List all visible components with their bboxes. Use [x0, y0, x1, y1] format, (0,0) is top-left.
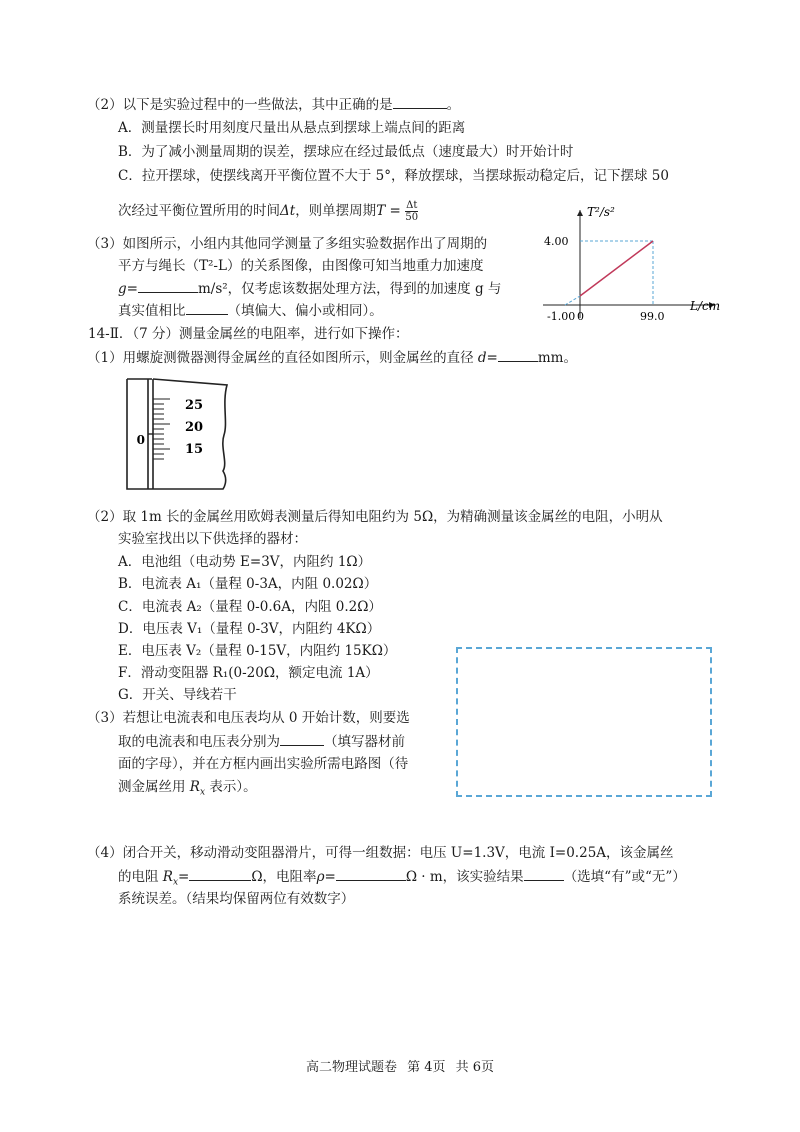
equip-b: B．电流表 A₁（量程 0-3A，内阻 0.02Ω） — [118, 576, 378, 592]
footer-total: 共 6页 — [455, 1060, 495, 1075]
thimble-label-15: 15 — [185, 442, 204, 457]
graph-y-tick: 4.00 — [544, 235, 569, 248]
graph-dash-ext — [565, 296, 580, 305]
period-fraction: $\frac{\Delta t}{50}$ — [405, 200, 419, 223]
q2-option-a: A．测量摆长时用刻度尺量出从悬点到摆球上端点间的距离 — [118, 120, 466, 136]
sleeve-label-0: 0 — [136, 433, 145, 447]
p2-line2: 实验室找出以下供选择的器材： — [118, 531, 307, 547]
q2-stem: （2）以下是实验过程中的一些做法，其中正确的是 。 — [87, 94, 460, 115]
q3-line2: 平方与绳长（T²-L）的关系图像，由图像可知当地重力加速度 — [118, 258, 484, 274]
t2-l-graph — [535, 200, 735, 328]
equip-g: G．开关、导线若干 — [118, 687, 237, 703]
p4-line1: （4）闭合开关，移动滑动变阻器滑片，可得一组数据：电压 U=1.3V，电流 I=0.25A，该金属丝 — [87, 845, 674, 861]
p4-resistivity-blank[interactable] — [336, 866, 406, 881]
thimble-ticks — [153, 399, 170, 459]
graph-origin: 0 — [577, 310, 584, 323]
p2-line1: （2）取 1m 长的金属丝用欧姆表测量后得知电阻约为 5Ω，为精确测量该金属丝的电阻，小明从 — [87, 509, 663, 525]
section-title: 14-Ⅱ．（7 分）测量金属丝的电阻率，进行如下操作： — [88, 326, 409, 342]
page-footer — [0, 1056, 800, 1075]
equip-d: D．电压表 V₁（量程 0-3V，内阻约 4KΩ） — [118, 621, 381, 637]
p4-line3: 系统误差。（结果均保留两位有效数字） — [118, 891, 355, 907]
graph-xlabel: L/cm — [690, 299, 721, 313]
equip-e: E．电压表 V₂（量程 0-15V，内阻约 15KΩ） — [118, 643, 397, 659]
p4-resistance-blank[interactable] — [189, 866, 251, 881]
q3-line3: g= m/s²，仅考虑该数据处理方法，得到的加速度 g 与 — [118, 278, 501, 299]
q2-option-c-line2: 次经过平衡位置所用的时间Δt，则单摆周期T = $\frac{\Delta t}{50}$ — [118, 200, 419, 223]
graph-x-tick-neg: -1.00 — [547, 310, 576, 323]
footer-page: 第 4页 — [407, 1060, 446, 1075]
p4-error-blank[interactable] — [524, 866, 564, 881]
q3-compare-blank[interactable] — [186, 300, 228, 315]
equip-c: C．电流表 A₂（量程 0-0.6A，内阻 0.2Ω） — [118, 599, 382, 615]
p3-meters-blank[interactable] — [280, 731, 324, 746]
thimble-label-25: 25 — [185, 398, 204, 413]
p3-line3: 面的字母），并在方框内画出实验所需电路图（待 — [118, 756, 409, 772]
p3-line4: 测金属丝用 $R_x$ 表示）。 — [118, 779, 257, 798]
q2-option-b: B．为了减小测量周期的误差，摆球应在经过最低点（速度最大）时开始计时 — [118, 144, 574, 160]
equip-f: F．滑动变阻器 R₁(0-20Ω，额定电流 1A） — [118, 665, 379, 681]
graph-x-tick-pos: 99.0 — [640, 310, 665, 323]
p1-line: （1）用螺旋测微器测得金属丝的直径如图所示，则金属丝的直径 d= mm。 — [87, 347, 577, 368]
q3-g-blank[interactable] — [138, 278, 198, 293]
graph-ylabel: T²/s² — [587, 205, 615, 219]
footer-title: 高二物理试题卷 — [305, 1060, 397, 1075]
p3-line2: 取的电流表和电压表分别为 （填写器材前 — [118, 731, 405, 752]
thimble-label-20: 20 — [185, 420, 204, 435]
q2-option-c-line1: C．拉开摆球，使摆线离开平衡位置不大于 5°，释放摆球，当摆球振动稳定后，记下摆球 50 — [118, 168, 669, 184]
q3-line4: 真实值相比 （填偏大、偏小或相同）。 — [118, 300, 383, 321]
q3-line1: （3）如图所示，小组内其他同学测量了多组实验数据作出了周期的 — [87, 236, 488, 252]
micrometer-figure — [124, 373, 244, 501]
graph-data-line — [580, 241, 653, 296]
p1-diameter-blank[interactable] — [498, 347, 538, 362]
p4-line2: 的电阻 $R_x= \Omega$，电阻率ρ= Ω · m，该实验结果 （选填“有”或“无”） — [118, 866, 686, 893]
q2-answer-blank[interactable] — [393, 94, 447, 109]
circuit-diagram-box[interactable] — [456, 647, 712, 797]
p3-line1: （3）若想让电流表和电压表均从 0 开始计数，则要选 — [87, 710, 410, 726]
equip-a: A．电池组（电动势 E=3V，内阻约 1Ω） — [118, 554, 372, 570]
